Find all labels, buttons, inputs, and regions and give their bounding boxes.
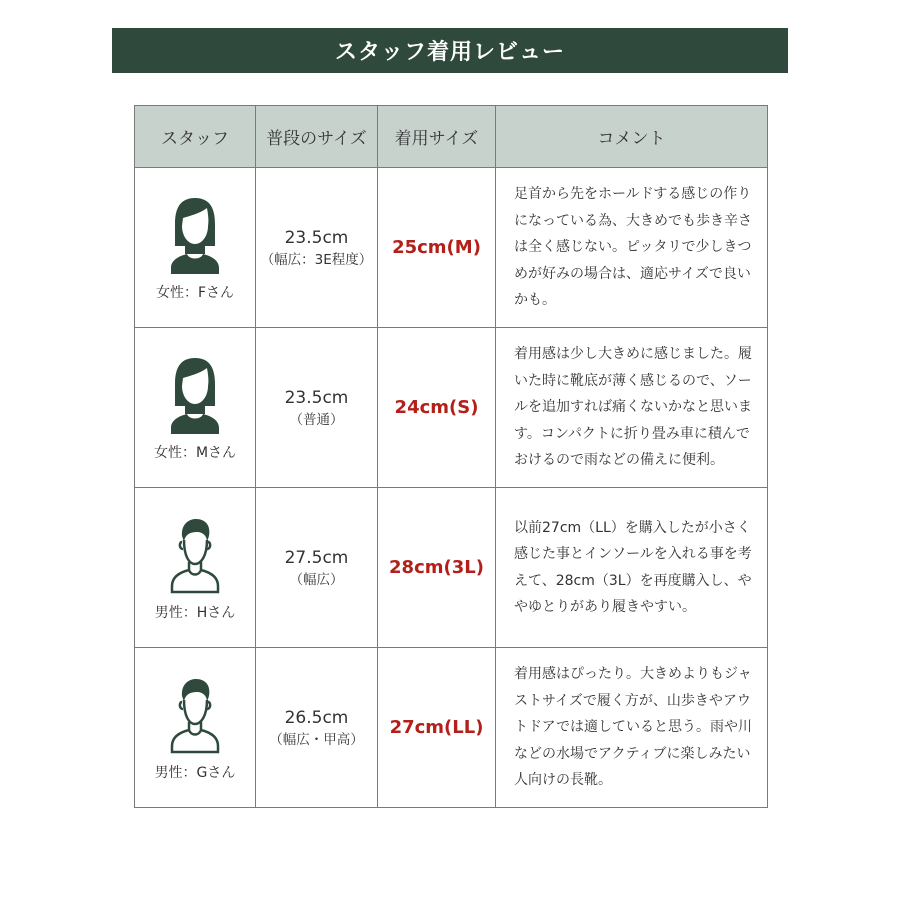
staff-review-table bbox=[134, 105, 768, 808]
usual-size-note: （幅広・甲高） bbox=[269, 731, 364, 748]
usual-size-cell bbox=[256, 648, 378, 808]
comment-cell: 以前27cm（LL）を購入したが小さく感じた事とインソールを入れる事を考えて、28cm（3L）を再度購入し、ややゆとりがあり履きやすい。 bbox=[496, 488, 768, 648]
header-staff: スタッフ bbox=[135, 106, 256, 168]
comment-cell: 着用感はぴったり。大きめよりもジャストサイズで履く方が、山歩きやアウトドアでは適していると思う。雨や川などの水場でアクティブに楽しみたい人向けの長靴。 bbox=[496, 648, 768, 808]
female-avatar-icon bbox=[167, 354, 223, 434]
female-avatar-icon bbox=[167, 194, 223, 274]
usual-size-cell bbox=[256, 328, 378, 488]
staff-name: 男性：Gさん bbox=[154, 764, 236, 781]
usual-size: 26.5cm bbox=[284, 707, 349, 728]
staff-cell bbox=[135, 328, 256, 488]
male-avatar-icon bbox=[167, 674, 223, 754]
table-row bbox=[135, 648, 768, 808]
staff-cell bbox=[135, 168, 256, 328]
fit-size-cell bbox=[378, 488, 496, 648]
staff-cell bbox=[135, 648, 256, 808]
table-row bbox=[135, 328, 768, 488]
usual-size: 23.5cm bbox=[284, 387, 349, 408]
fit-size: 25cm(M) bbox=[392, 237, 481, 258]
fit-size: 24cm(S) bbox=[394, 397, 479, 418]
header-comment: コメント bbox=[496, 106, 768, 168]
comment-cell: 足首から先をホールドする感じの作りになっている為、大きめでも歩き辛さは全く感じない。ピッタリで少しきつめが好みの場合は、適応サイズで良いかも。 bbox=[496, 168, 768, 328]
usual-size-cell bbox=[256, 488, 378, 648]
fit-size: 28cm(3L) bbox=[389, 557, 484, 578]
staff-name: 女性：Mさん bbox=[153, 444, 237, 461]
header-usual-size: 普段のサイズ bbox=[256, 106, 378, 168]
staff-name: 女性：Fさん bbox=[155, 284, 235, 301]
page-title: スタッフ着用レビュー bbox=[112, 28, 788, 73]
fit-size-cell bbox=[378, 648, 496, 808]
usual-size-cell bbox=[256, 168, 378, 328]
usual-size-note: （普通） bbox=[289, 411, 344, 428]
staff-cell bbox=[135, 488, 256, 648]
comment-cell: 着用感は少し大きめに感じました。履いた時に靴底が薄く感じるので、ソールを追加すれば痛くないかなと思います。コンパクトに折り畳み車に積んでおけるので雨などの備えに便利。 bbox=[496, 328, 768, 488]
fit-size-cell bbox=[378, 168, 496, 328]
male-avatar-icon bbox=[167, 514, 223, 594]
header-fit-size: 着用サイズ bbox=[378, 106, 496, 168]
usual-size-note: （幅広） bbox=[289, 571, 344, 588]
fit-size-cell bbox=[378, 328, 496, 488]
table-header-row bbox=[135, 106, 768, 168]
staff-name: 男性：Hさん bbox=[154, 604, 236, 621]
usual-size: 23.5cm bbox=[284, 227, 349, 248]
fit-size: 27cm(LL) bbox=[389, 717, 484, 738]
table-row bbox=[135, 488, 768, 648]
usual-size-note: （幅広：3E程度） bbox=[260, 251, 373, 268]
table-row bbox=[135, 168, 768, 328]
usual-size: 27.5cm bbox=[284, 547, 349, 568]
